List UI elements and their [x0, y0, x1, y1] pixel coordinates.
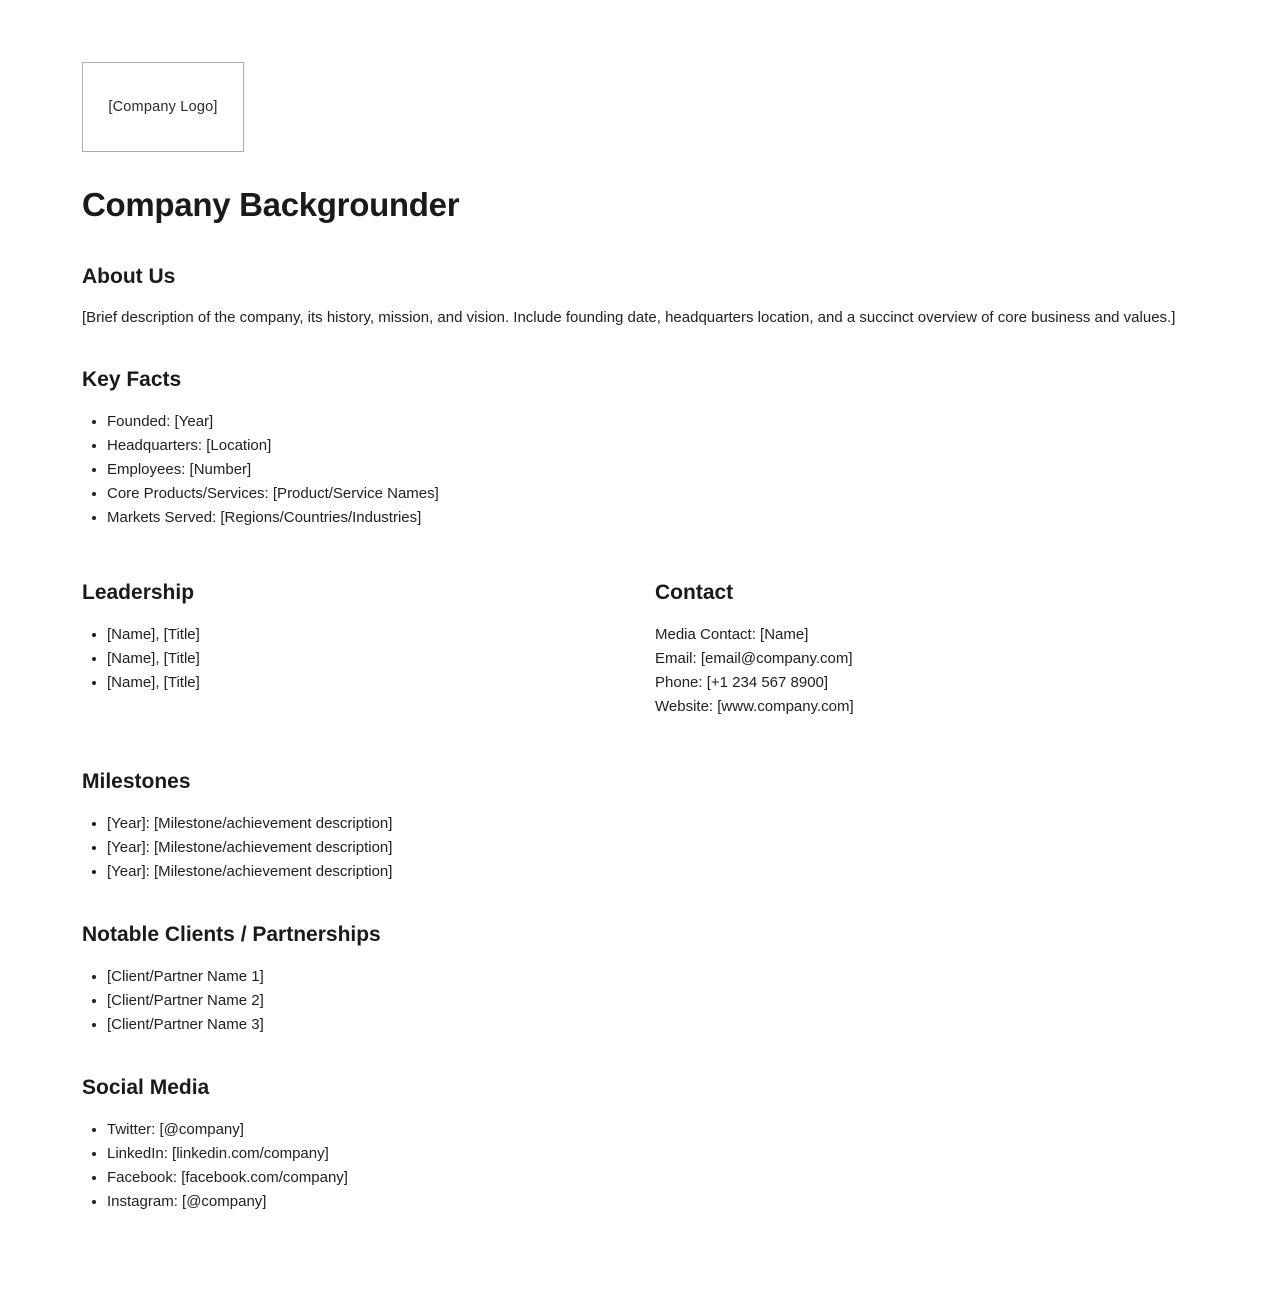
list-item: • Headquarters: [Location] [107, 434, 1183, 458]
section-about [82, 263, 1183, 329]
list-item: • LinkedIn: [linkedin.com/company] [107, 1142, 1183, 1166]
social-heading: Social Media [82, 1076, 210, 1099]
list-item: • [Client/Partner Name 2] [107, 989, 1183, 1013]
company-logo-placeholder: [Company Logo] [108, 99, 218, 115]
leadership-heading: Leadership [82, 581, 195, 604]
section-social [82, 1074, 1183, 1214]
section-milestones [82, 768, 1183, 884]
list-item: • [Name], [Title] [107, 623, 655, 647]
list-item: • [Year]: [Milestone/achievement description] [107, 812, 1183, 836]
section-clients [82, 921, 1183, 1037]
section-key-facts [82, 366, 1183, 530]
list-item: • [Name], [Title] [107, 671, 655, 695]
contact-line: Phone: [+1 234 567 8900] [655, 674, 829, 691]
list-item: • Twitter: [@company] [107, 1118, 1183, 1142]
key-facts-list [82, 410, 1183, 530]
leadership-list [82, 623, 655, 695]
about-body: [Brief description of the company, its history, mission, and vision. Include founding date, headquarters location, and a succinct overview of core business and values.] [82, 309, 1176, 326]
contact-lines [655, 623, 1183, 719]
contact-line: Email: [email@company.com] [655, 650, 853, 667]
key-facts-heading: Key Facts [82, 368, 182, 391]
list-item: • [Client/Partner Name 3] [107, 1013, 1183, 1037]
list-item: • Markets Served: [Regions/Countries/Industries] [107, 506, 1183, 530]
list-item: • Employees: [Number] [107, 458, 1183, 482]
milestones-list [82, 812, 1183, 884]
list-item: • Facebook: [facebook.com/company] [107, 1166, 1183, 1190]
contact-heading: Contact [655, 581, 734, 604]
social-list [82, 1118, 1183, 1214]
contact-line: Website: [www.company.com] [655, 698, 854, 715]
section-contact [655, 579, 1183, 719]
section-leadership [82, 579, 655, 719]
list-item: • [Year]: [Milestone/achievement description] [107, 860, 1183, 884]
list-item: • [Year]: [Milestone/achievement description] [107, 836, 1183, 860]
list-item: • [Name], [Title] [107, 647, 655, 671]
list-item: • [Client/Partner Name 1] [107, 965, 1183, 989]
leadership-contact-row [82, 579, 1183, 719]
clients-heading: Notable Clients / Partnerships [82, 923, 381, 946]
milestones-heading: Milestones [82, 770, 191, 793]
list-item: • Founded: [Year] [107, 410, 1183, 434]
page-title: Company Backgrounder [82, 186, 460, 223]
contact-line: Media Contact: [Name] [655, 626, 809, 643]
company-logo-box [82, 62, 244, 152]
clients-list [82, 965, 1183, 1037]
about-heading: About Us [82, 265, 176, 288]
list-item: • Instagram: [@company] [107, 1190, 1183, 1214]
list-item: • Core Products/Services: [Product/Service Names] [107, 482, 1183, 506]
